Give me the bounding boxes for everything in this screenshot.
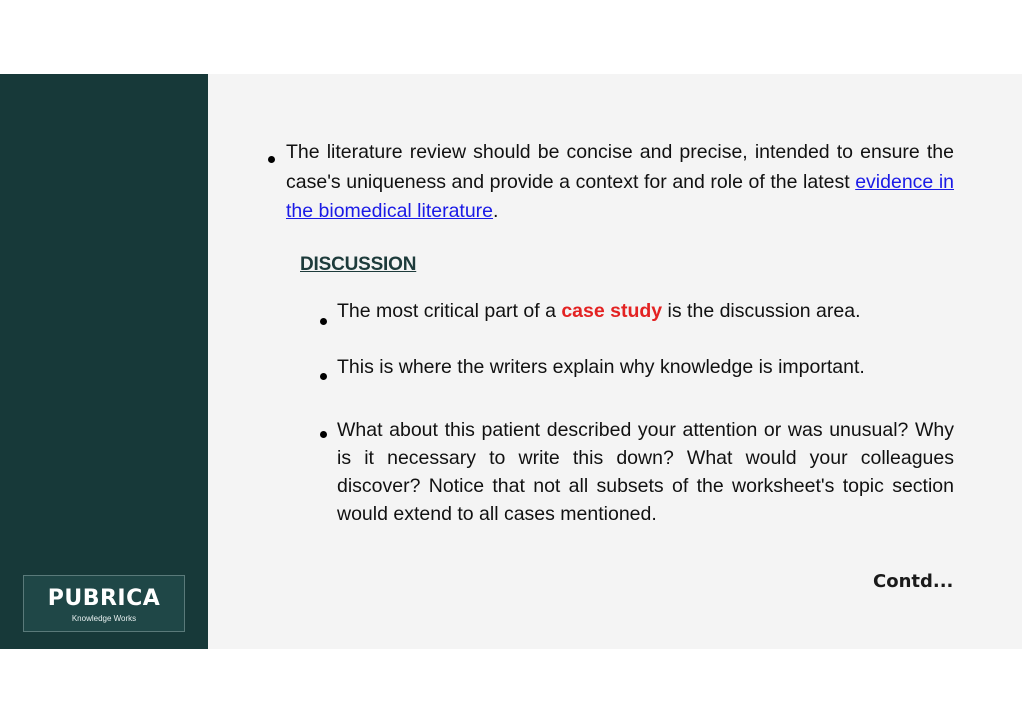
knowledge-paragraph: This is where the writers explain why knowledge is important.	[337, 356, 865, 378]
bullet-icon	[268, 156, 275, 163]
biomedical-literature-link[interactable]: evidence in the biomedical literature	[286, 170, 955, 222]
patient-questions-paragraph: What about this patient described your attention or was unusual? Why is it necessary to write this down? What would your colleagues discover? Notice that not all subsets of the worksheet's topic section would extend to all cases mentioned.	[337, 419, 954, 525]
logo-tagline: Knowledge Works	[71, 614, 137, 623]
discussion-heading: DISCUSSION	[300, 254, 417, 275]
logo-wordmark: PUBRICA	[47, 586, 161, 611]
case-study-paragraph	[337, 297, 954, 327]
bullet-icon	[320, 373, 327, 380]
literature-review-paragraph	[286, 138, 954, 227]
sidebar-panel	[0, 74, 208, 649]
paragraph-text: The literature review should be concise and precise, intended to ensure the case's uniqueness and provide a context for and role of the latest	[286, 141, 954, 193]
paragraph-text: The most critical part of a	[337, 300, 562, 322]
paragraph-text-end: is the discussion area.	[662, 300, 861, 322]
slide	[0, 74, 1022, 649]
bullet-icon	[320, 318, 327, 325]
bullet-icon	[320, 431, 327, 438]
case-study-highlight: case study	[561, 300, 663, 322]
pubrica-logo	[23, 575, 185, 632]
contd-label: Contd...	[873, 571, 954, 592]
paragraph-text-end: .	[493, 200, 499, 222]
